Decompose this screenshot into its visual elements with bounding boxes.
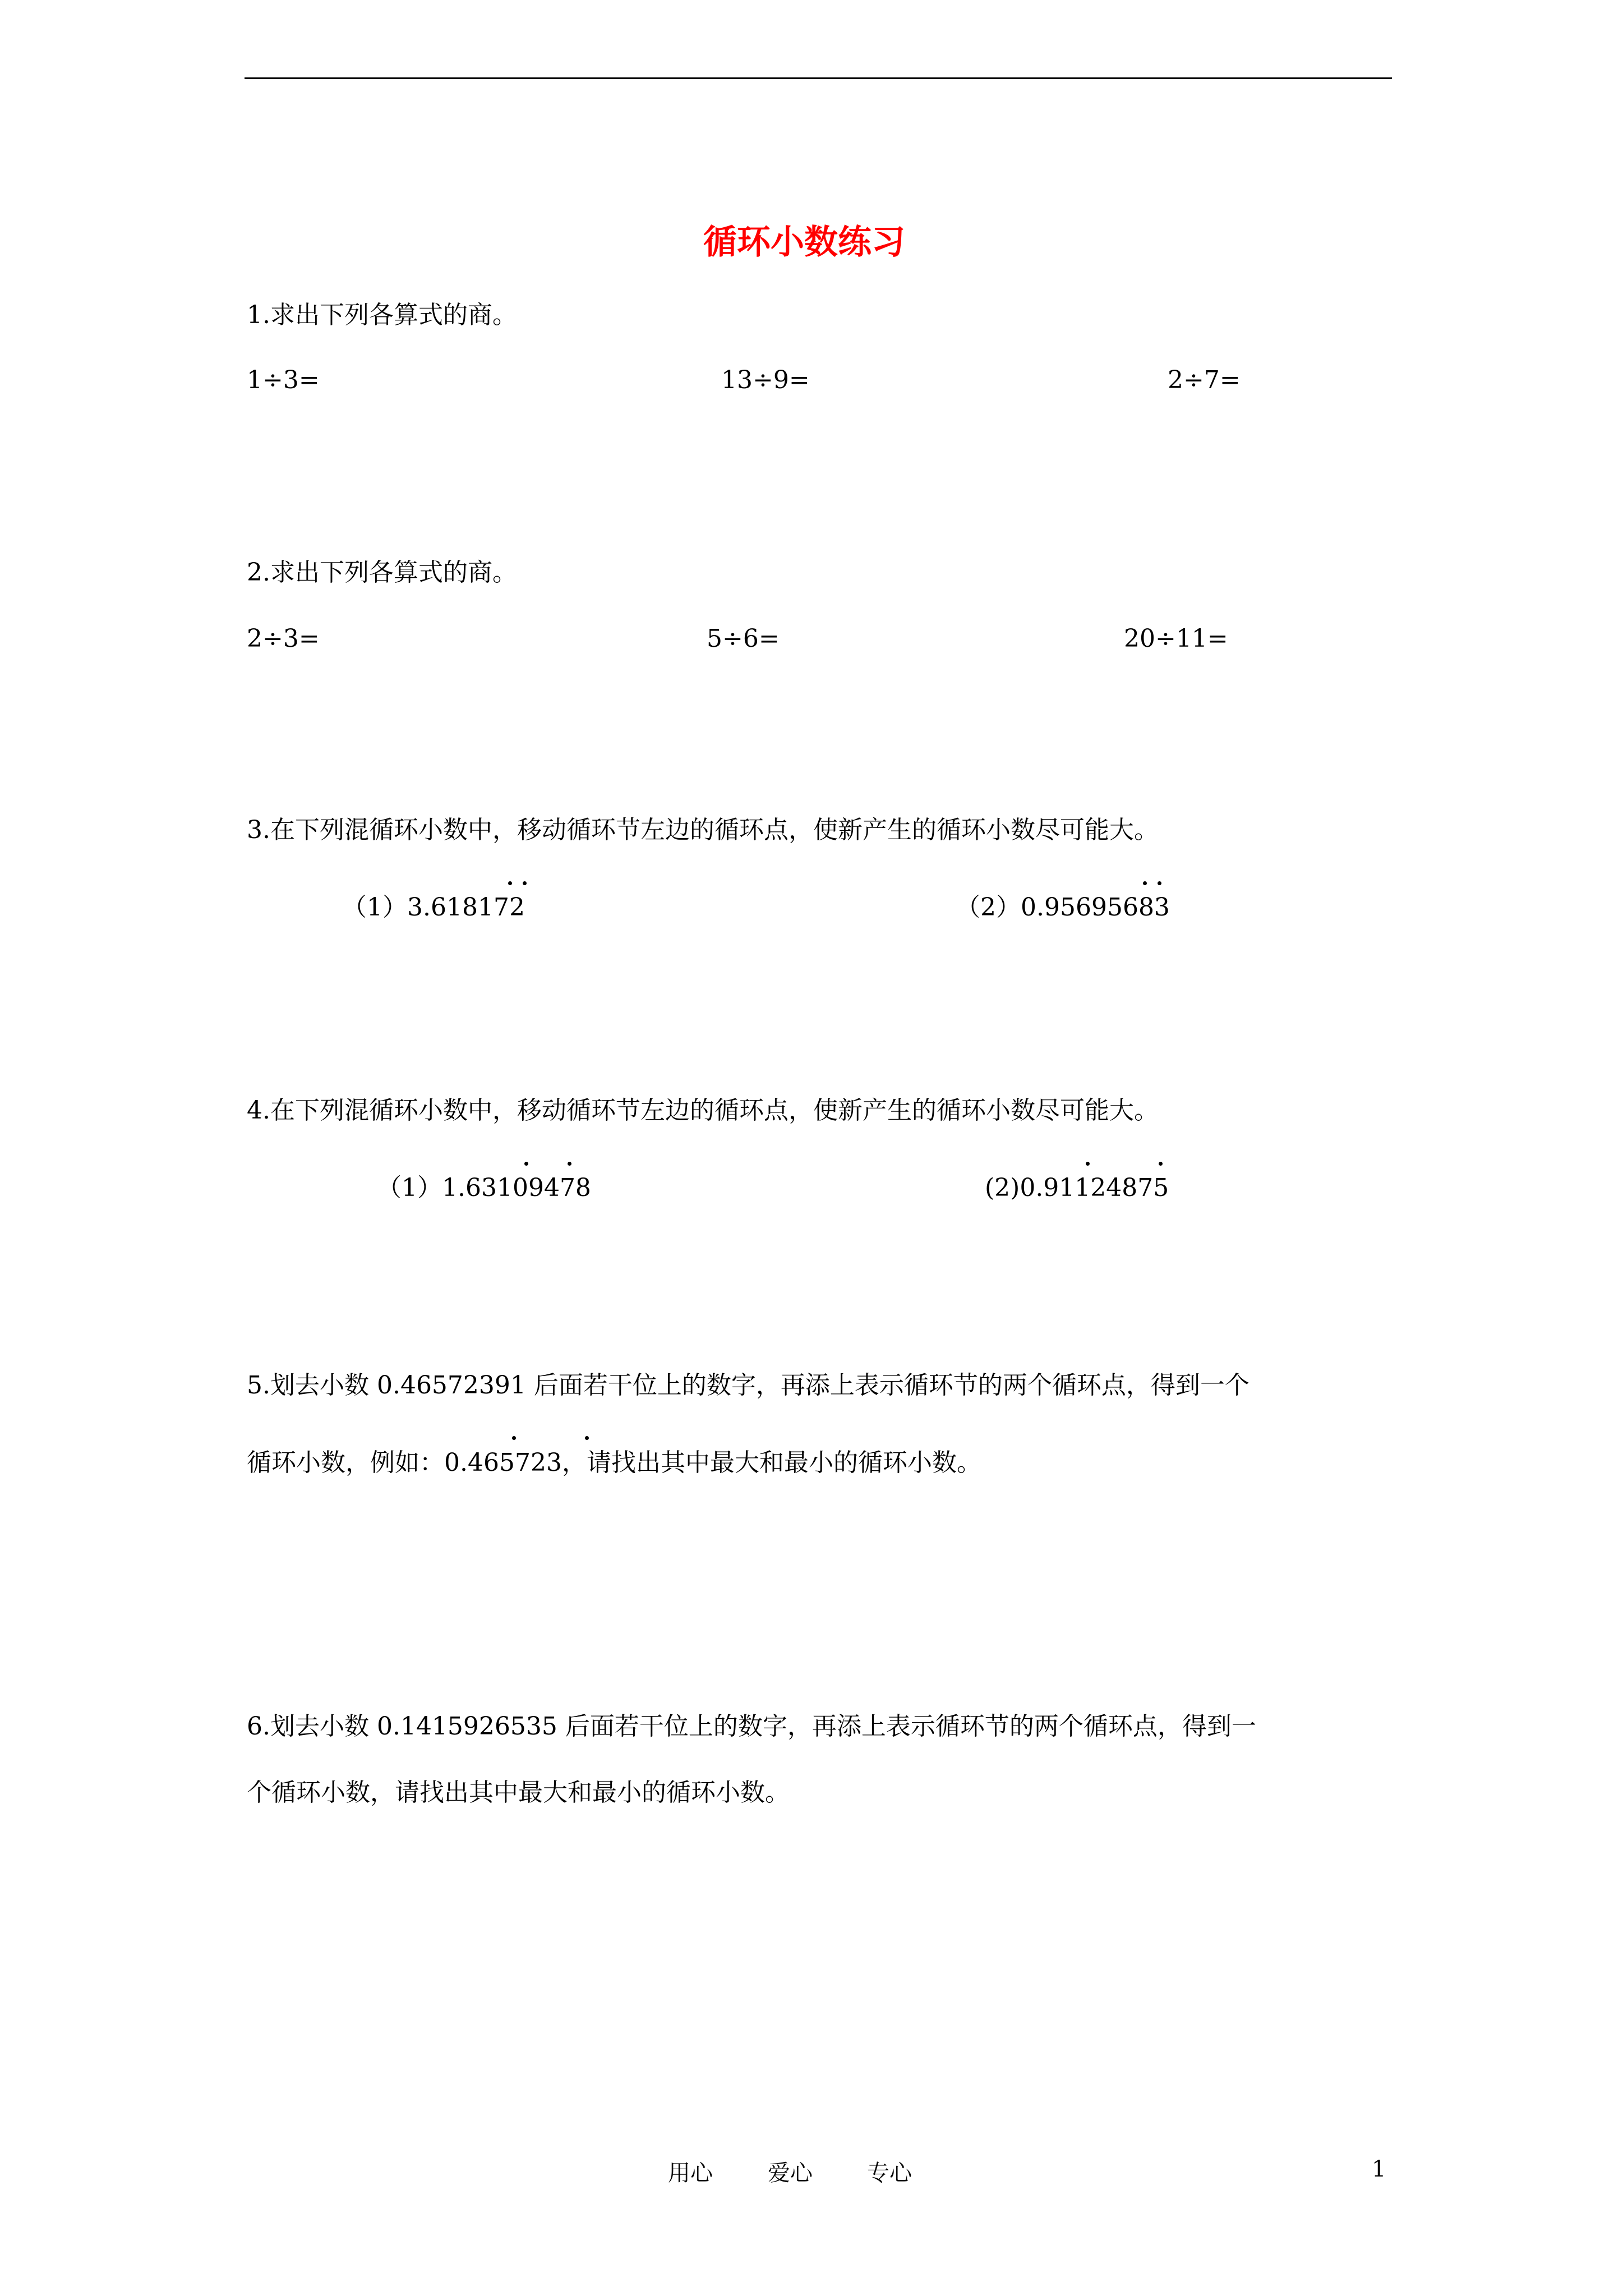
footer-text-2: 爱心	[768, 2160, 813, 2186]
repeating-dot	[585, 1436, 589, 1440]
repeating-dot	[524, 1162, 528, 1166]
repeating-dot	[1159, 1162, 1163, 1166]
question-5-line-2: 循环小数，例如：0.465723，请找出其中最大和最小的循环小数。	[247, 1448, 981, 1477]
question-1-item-2: 13÷9=	[721, 366, 810, 394]
footer-text-3: 专心	[867, 2160, 912, 2186]
question-2-item-3: 20÷11=	[1124, 624, 1228, 653]
question-1-item-1: 1÷3=	[247, 366, 320, 394]
question-2-item-2: 5÷6=	[707, 624, 780, 653]
repeating-dot	[1158, 881, 1161, 885]
question-1-prompt: 1.求出下列各算式的商。	[247, 301, 517, 329]
repeating-dot	[1143, 881, 1147, 885]
page-title: 循环小数练习	[703, 223, 905, 262]
question-4-prompt: 4.在下列混循环小数中，移动循环节左边的循环点，使新产生的循环小数尽可能大。	[247, 1096, 1159, 1125]
repeating-dot	[508, 881, 512, 885]
question-6-line-2: 个循环小数，请找出其中最大和最小的循环小数。	[247, 1778, 790, 1807]
question-4-item-2: (2)0.91124875	[985, 1174, 1169, 1202]
question-5-line-1: 5.划去小数 0.46572391 后面若干位上的数字，再添上表示循环节的两个循环点，得到一个	[247, 1371, 1249, 1400]
question-4-item-1: （1）1.63109478	[377, 1174, 591, 1202]
question-3-item-2: （2）0.95695683	[956, 893, 1170, 922]
repeating-dot	[568, 1162, 571, 1166]
question-2-item-1: 2÷3=	[247, 624, 320, 653]
question-1-item-3: 2÷7=	[1168, 366, 1241, 394]
question-2-prompt: 2.求出下列各算式的商。	[247, 558, 517, 587]
question-6-line-1: 6.划去小数 0.1415926535 后面若干位上的数字，再添上表示循环节的两个循环点，得到一	[247, 1712, 1256, 1741]
question-3-item-1: （1）3.618172	[342, 893, 525, 922]
repeating-dot	[523, 881, 527, 885]
repeating-dot	[512, 1436, 516, 1440]
repeating-dot	[1086, 1162, 1090, 1166]
question-3-prompt: 3.在下列混循环小数中，移动循环节左边的循环点，使新产生的循环小数尽可能大。	[247, 816, 1159, 844]
footer-text-1: 用心	[668, 2160, 713, 2186]
page-number: 1	[1372, 2156, 1386, 2182]
header-rule	[245, 77, 1392, 79]
